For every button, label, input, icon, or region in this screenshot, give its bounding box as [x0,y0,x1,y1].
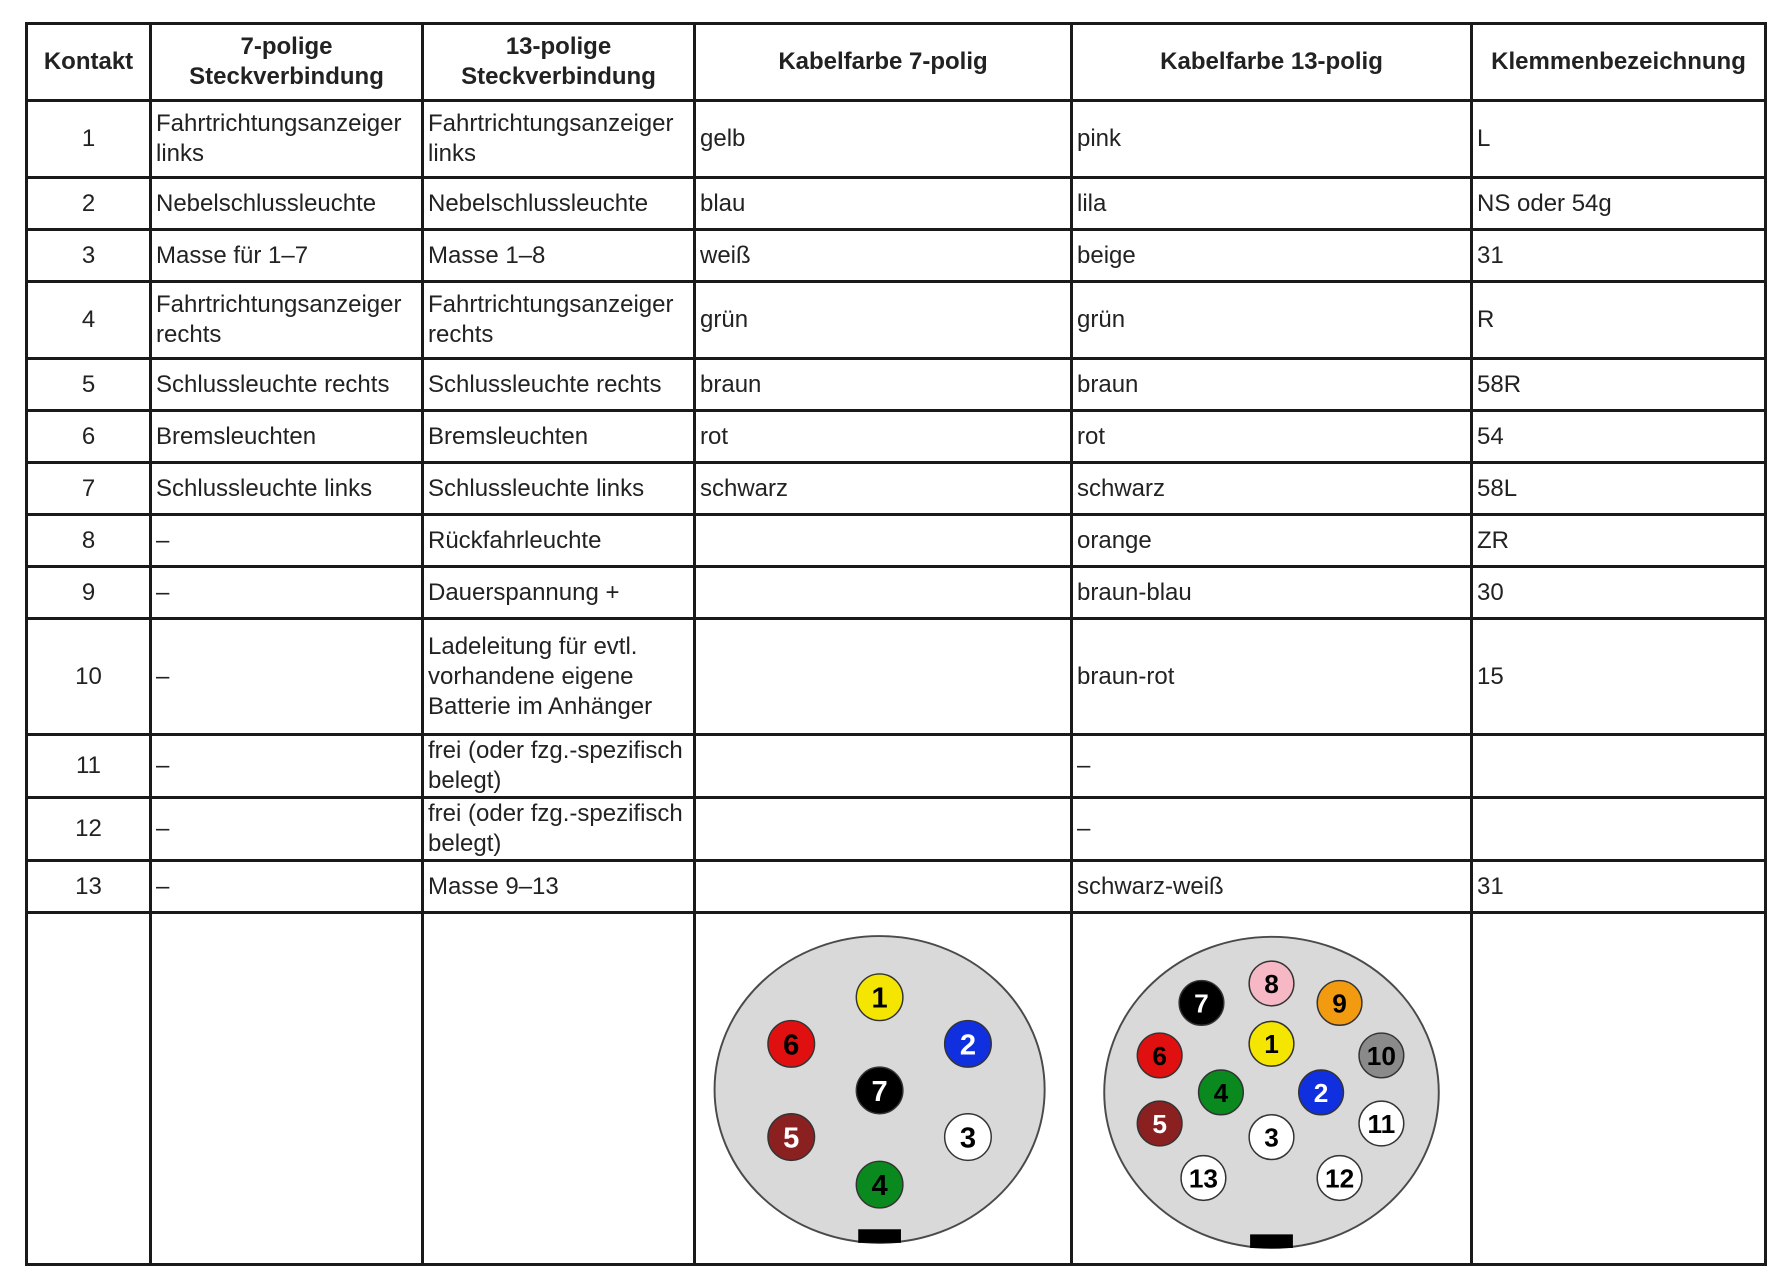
pin-4 [1199,1070,1244,1115]
cell-steck13: Masse 1–8 [423,230,695,282]
cell-klemme: 30 [1472,567,1766,619]
pin-label: 5 [1152,1108,1167,1139]
cell-kontakt: 3 [27,230,151,282]
header-steck7: 7-polige Steckverbindung [151,24,423,101]
cell-steck7: Schlussleuchte links [151,463,423,515]
cell-klemme: 31 [1472,861,1766,913]
plug-key-notch [1250,1234,1293,1248]
pin-label: 4 [871,1170,888,1203]
cell-klemme [1472,735,1766,798]
pin-label: 10 [1366,1040,1396,1071]
cell-farbe13: braun-rot [1072,619,1472,735]
cell-farbe7 [695,567,1072,619]
cell-farbe13: schwarz-weiß [1072,861,1472,913]
cell-farbe7 [695,798,1072,861]
cell-steck7: Masse für 1–7 [151,230,423,282]
table-row [27,798,1766,861]
pin-3 [1249,1115,1294,1160]
cell-steck13: Ladeleitung für evtl. vorhandene eigene Batterie im Anhänger [423,619,695,735]
cell-steck7: – [151,515,423,567]
cell-steck7: – [151,567,423,619]
cell-steck7: Bremsleuchten [151,411,423,463]
diagram-empty-cell [27,913,151,1265]
pin-label: 3 [959,1122,977,1155]
table-row [27,567,1766,619]
cell-steck13: frei (oder fzg.-spezifisch belegt) [423,798,695,861]
cell-farbe13: – [1072,735,1472,798]
pin-5 [768,1114,815,1161]
cell-klemme: NS oder 54g [1472,178,1766,230]
cell-klemme: 31 [1472,230,1766,282]
table-row [27,411,1766,463]
plug-7-pin-cell [695,913,1072,1265]
cell-kontakt: 11 [27,735,151,798]
pin-5 [1137,1101,1182,1146]
cell-steck7: – [151,798,423,861]
cell-kontakt: 9 [27,567,151,619]
cell-farbe13: rot [1072,411,1472,463]
diagram-empty-cell [1472,913,1766,1265]
pin-label: 13 [1188,1163,1219,1194]
cell-farbe7 [695,515,1072,567]
header-kontakt: Kontakt [27,24,151,101]
cell-steck13: Rückfahrleuchte [423,515,695,567]
cell-farbe13: grün [1072,282,1472,359]
cell-steck7: Nebelschlussleuchte [151,178,423,230]
plug-key-notch [858,1229,901,1243]
cell-klemme: 58R [1472,359,1766,411]
cell-farbe13: – [1072,798,1472,861]
header-farbe7: Kabelfarbe 7-polig [695,24,1072,101]
cell-farbe7: grün [695,282,1072,359]
diagram-empty-cell [151,913,423,1265]
pin-7 [1179,981,1224,1026]
cell-klemme: R [1472,282,1766,359]
table-row [27,101,1766,178]
cell-farbe7: gelb [695,101,1072,178]
pin-label: 7 [871,1075,888,1108]
cell-farbe7 [695,619,1072,735]
cell-kontakt: 4 [27,282,151,359]
table-row [27,735,1766,798]
cell-steck7: – [151,735,423,798]
cell-steck13: Schlussleuchte rechts [423,359,695,411]
pin-1 [1249,1021,1294,1066]
pin-3 [945,1114,992,1161]
pin-label: 6 [783,1029,800,1062]
table-row [27,178,1766,230]
pin-label: 6 [1152,1040,1167,1071]
table-row [27,282,1766,359]
cell-steck7: – [151,619,423,735]
pin-13 [1181,1156,1226,1201]
cell-farbe7: schwarz [695,463,1072,515]
table-row [27,230,1766,282]
cell-steck7: – [151,861,423,913]
pin-label: 12 [1324,1163,1355,1194]
pin-label: 11 [1367,1108,1396,1139]
pin-7 [856,1067,903,1114]
cell-steck13: Masse 9–13 [423,861,695,913]
header-farbe13: Kabelfarbe 13-polig [1072,24,1472,101]
cell-klemme: 58L [1472,463,1766,515]
cell-kontakt: 8 [27,515,151,567]
cell-steck7: Fahrtrichtungsanzeiger links [151,101,423,178]
pin-1 [856,974,903,1021]
pin-11 [1359,1101,1404,1146]
pin-2 [945,1021,992,1068]
cell-kontakt: 10 [27,619,151,735]
header-steck13: 13-polige Steckverbindung [423,24,695,101]
cell-steck13: frei (oder fzg.-spezifisch belegt) [423,735,695,798]
pin-label: 7 [1194,988,1209,1019]
cell-farbe7: blau [695,178,1072,230]
cell-farbe13: beige [1072,230,1472,282]
cell-farbe13: braun [1072,359,1472,411]
plug-7-pin-diagram [700,914,1066,1263]
cell-klemme: L [1472,101,1766,178]
cell-klemme: ZR [1472,515,1766,567]
pin-label: 3 [1264,1122,1279,1153]
pin-label: 8 [1264,968,1279,999]
cell-klemme: 15 [1472,619,1766,735]
diagram-empty-cell [423,913,695,1265]
pin-6 [768,1021,815,1068]
pin-assignment-table [25,22,1767,1266]
cell-steck13: Bremsleuchten [423,411,695,463]
cell-farbe7 [695,861,1072,913]
table-row [27,463,1766,515]
plug-13-pin-diagram [1077,914,1466,1263]
pin-9 [1317,981,1362,1026]
pin-2 [1299,1070,1344,1115]
pin-12 [1317,1156,1362,1201]
cell-kontakt: 1 [27,101,151,178]
cell-farbe7: weiß [695,230,1072,282]
cell-farbe7: rot [695,411,1072,463]
cell-kontakt: 5 [27,359,151,411]
cell-steck13: Dauerspannung + [423,567,695,619]
pin-4 [856,1161,903,1208]
table-row [27,861,1766,913]
cell-kontakt: 6 [27,411,151,463]
diagram-row [27,913,1766,1265]
pin-10 [1359,1033,1404,1078]
pin-label: 1 [871,982,888,1015]
cell-kontakt: 12 [27,798,151,861]
table-row [27,359,1766,411]
pin-label: 9 [1332,988,1347,1019]
cell-steck7: Schlussleuchte rechts [151,359,423,411]
cell-farbe13: braun-blau [1072,567,1472,619]
cell-kontakt: 2 [27,178,151,230]
table-row [27,619,1766,735]
cell-klemme [1472,798,1766,861]
cell-farbe7 [695,735,1072,798]
cell-steck13: Schlussleuchte links [423,463,695,515]
cell-kontakt: 13 [27,861,151,913]
cell-steck13: Nebelschlussleuchte [423,178,695,230]
pin-label: 2 [959,1029,977,1062]
cell-farbe13: pink [1072,101,1472,178]
cell-farbe13: lila [1072,178,1472,230]
cell-steck7: Fahrtrichtungsanzeiger rechts [151,282,423,359]
pin-label: 1 [1264,1029,1279,1060]
cell-klemme: 54 [1472,411,1766,463]
header-klemme: Klemmenbezeichnung [1472,24,1766,101]
header-row [27,24,1766,101]
cell-farbe7: braun [695,359,1072,411]
cell-farbe13: schwarz [1072,463,1472,515]
pin-6 [1137,1033,1182,1078]
pin-label: 5 [783,1122,800,1155]
cell-steck13: Fahrtrichtungsanzeiger rechts [423,282,695,359]
pin-label: 4 [1213,1077,1229,1108]
plug-13-pin-cell [1072,913,1472,1265]
table-row [27,515,1766,567]
cell-farbe13: orange [1072,515,1472,567]
pin-8 [1249,961,1294,1006]
cell-kontakt: 7 [27,463,151,515]
pin-label: 2 [1313,1077,1329,1108]
cell-steck13: Fahrtrichtungsanzeiger links [423,101,695,178]
